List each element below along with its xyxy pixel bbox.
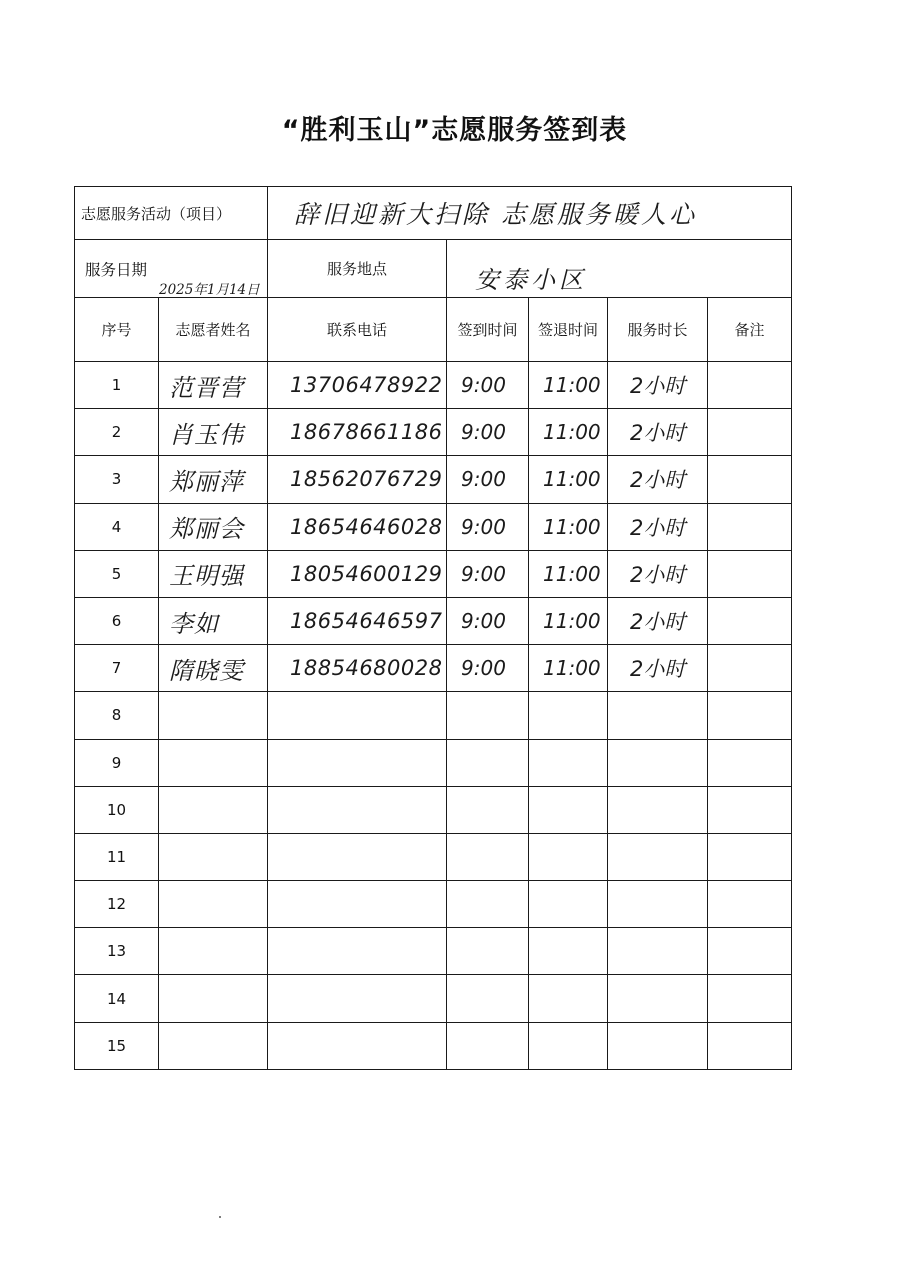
volunteer-phone <box>268 881 447 928</box>
sign-out-time <box>529 786 608 833</box>
service-duration <box>608 1022 708 1069</box>
row-number: 3 <box>75 456 159 503</box>
volunteer-name <box>159 881 268 928</box>
volunteer-name <box>159 975 268 1022</box>
table-row <box>75 975 792 1022</box>
table-row <box>75 1022 792 1069</box>
service-duration: 2小时 <box>608 597 708 644</box>
activity-row <box>75 187 792 240</box>
volunteer-phone <box>268 975 447 1022</box>
location-label-text: 服务地点 <box>327 260 388 278</box>
sign-in-time <box>447 739 529 786</box>
row-number: 15 <box>75 1022 159 1069</box>
note <box>708 362 792 409</box>
service-duration: 2小时 <box>608 503 708 550</box>
volunteer-phone: 18054600129 <box>268 550 447 597</box>
volunteer-phone <box>268 786 447 833</box>
row-number: 13 <box>75 928 159 975</box>
row-number: 7 <box>75 645 159 692</box>
sign-out-time <box>529 692 608 739</box>
service-duration <box>608 881 708 928</box>
activity-label: 志愿服务活动（项目） <box>75 187 268 240</box>
volunteer-phone: 18654646597 <box>268 597 447 644</box>
row-number: 14 <box>75 975 159 1022</box>
scan-speck <box>219 1216 221 1218</box>
col-header-sign-out: 签退时间 <box>529 298 608 362</box>
row-number: 12 <box>75 881 159 928</box>
sign-in-time: 9:00 <box>447 503 529 550</box>
volunteer-name <box>159 928 268 975</box>
activity-value: 辞旧迎新大扫除 志愿服务暖人心 <box>268 187 792 240</box>
volunteer-name <box>159 1022 268 1069</box>
sign-out-time <box>529 881 608 928</box>
sign-out-time <box>529 928 608 975</box>
volunteer-name <box>159 786 268 833</box>
sign-out-time <box>529 739 608 786</box>
row-number: 9 <box>75 739 159 786</box>
note <box>708 597 792 644</box>
volunteer-phone <box>268 739 447 786</box>
col-header-phone: 联系电话 <box>268 298 447 362</box>
service-duration: 2小时 <box>608 550 708 597</box>
sign-in-time: 9:00 <box>447 456 529 503</box>
volunteer-name: 肖玉伟 <box>159 409 268 456</box>
service-duration: 2小时 <box>608 362 708 409</box>
note <box>708 928 792 975</box>
volunteer-name <box>159 692 268 739</box>
sign-in-time: 9:00 <box>447 409 529 456</box>
note <box>708 692 792 739</box>
table-row <box>75 597 792 644</box>
service-date-label: 服务日期 <box>85 261 148 279</box>
row-number: 8 <box>75 692 159 739</box>
sign-out-time <box>529 1022 608 1069</box>
service-duration <box>608 692 708 739</box>
row-number: 5 <box>75 550 159 597</box>
sign-out-time <box>529 833 608 880</box>
table-row <box>75 833 792 880</box>
service-duration <box>608 975 708 1022</box>
table-row <box>75 362 792 409</box>
table-row <box>75 786 792 833</box>
sign-out-time: 11:00 <box>529 362 608 409</box>
volunteer-name: 隋晓雯 <box>159 645 268 692</box>
date-location-row <box>75 240 792 298</box>
note <box>708 550 792 597</box>
volunteer-rows <box>75 362 792 1070</box>
volunteer-phone <box>268 928 447 975</box>
table-row <box>75 456 792 503</box>
sign-in-time <box>447 833 529 880</box>
volunteer-name <box>159 739 268 786</box>
col-header-no: 序号 <box>75 298 159 362</box>
note <box>708 409 792 456</box>
sign-in-time: 9:00 <box>447 645 529 692</box>
note <box>708 1022 792 1069</box>
volunteer-phone <box>268 1022 447 1069</box>
location-label <box>268 240 447 298</box>
note <box>708 975 792 1022</box>
volunteer-name: 郑丽萍 <box>159 456 268 503</box>
sign-in-sheet-table <box>74 186 792 1070</box>
table-row <box>75 928 792 975</box>
note <box>708 833 792 880</box>
table-row <box>75 739 792 786</box>
row-number: 1 <box>75 362 159 409</box>
service-duration: 2小时 <box>608 456 708 503</box>
service-date-cell <box>75 240 268 298</box>
service-duration <box>608 833 708 880</box>
sign-in-time <box>447 692 529 739</box>
volunteer-phone: 18654646028 <box>268 503 447 550</box>
service-duration <box>608 739 708 786</box>
volunteer-phone <box>268 692 447 739</box>
sign-out-time: 11:00 <box>529 597 608 644</box>
volunteer-name: 范晋营 <box>159 362 268 409</box>
col-header-duration: 服务时长 <box>608 298 708 362</box>
sign-out-time: 11:00 <box>529 503 608 550</box>
col-header-note: 备注 <box>708 298 792 362</box>
sign-in-time <box>447 1022 529 1069</box>
table-row <box>75 409 792 456</box>
service-duration <box>608 928 708 975</box>
sign-out-time: 11:00 <box>529 409 608 456</box>
sign-in-time: 9:00 <box>447 362 529 409</box>
volunteer-phone: 18854680028 <box>268 645 447 692</box>
service-duration: 2小时 <box>608 645 708 692</box>
col-header-sign-in: 签到时间 <box>447 298 529 362</box>
volunteer-name: 郑丽会 <box>159 503 268 550</box>
note <box>708 645 792 692</box>
row-number: 2 <box>75 409 159 456</box>
table-row <box>75 881 792 928</box>
row-number: 4 <box>75 503 159 550</box>
sign-in-time <box>447 928 529 975</box>
row-number: 11 <box>75 833 159 880</box>
row-number: 10 <box>75 786 159 833</box>
note <box>708 881 792 928</box>
note <box>708 503 792 550</box>
volunteer-phone: 18678661186 <box>268 409 447 456</box>
note <box>708 739 792 786</box>
sign-out-time: 11:00 <box>529 645 608 692</box>
column-header-row <box>75 298 792 362</box>
service-date-value: 2025年1月14日 <box>159 282 260 298</box>
document-title: “胜利玉山”志愿服务签到表 <box>281 115 628 146</box>
table-row <box>75 692 792 739</box>
location-value: 安泰小区 <box>447 240 792 298</box>
table-row <box>75 503 792 550</box>
sign-in-time <box>447 881 529 928</box>
table-row <box>75 550 792 597</box>
volunteer-name <box>159 833 268 880</box>
sign-out-time <box>529 975 608 1022</box>
volunteer-phone <box>268 833 447 880</box>
sign-in-time <box>447 975 529 1022</box>
note <box>708 456 792 503</box>
sign-out-time: 11:00 <box>529 456 608 503</box>
sign-in-time: 9:00 <box>447 597 529 644</box>
volunteer-phone: 18562076729 <box>268 456 447 503</box>
table-row <box>75 645 792 692</box>
sign-in-time: 9:00 <box>447 550 529 597</box>
row-number: 6 <box>75 597 159 644</box>
col-header-name: 志愿者姓名 <box>159 298 268 362</box>
service-duration <box>608 786 708 833</box>
service-duration: 2小时 <box>608 409 708 456</box>
note <box>708 786 792 833</box>
sign-in-time <box>447 786 529 833</box>
sign-out-time: 11:00 <box>529 550 608 597</box>
volunteer-phone: 13706478922 <box>268 362 447 409</box>
volunteer-name: 王明强 <box>159 550 268 597</box>
volunteer-name: 李如 <box>159 597 268 644</box>
